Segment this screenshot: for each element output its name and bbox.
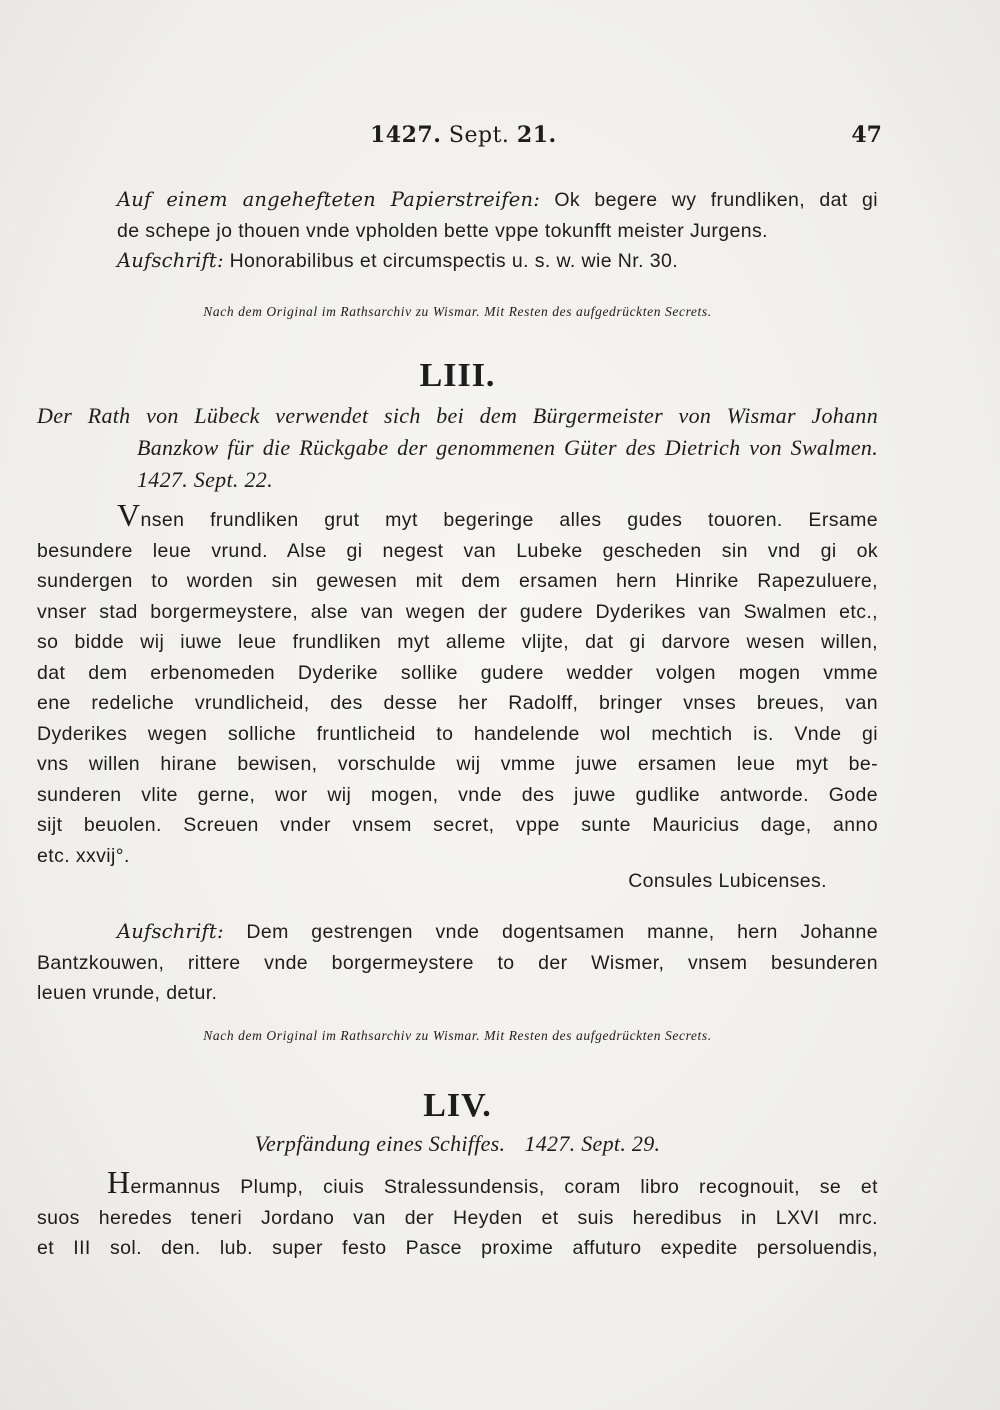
regest-liv (37, 1128, 878, 1160)
body-line: vnser stad borgermeystere, alse van wegen der gudere Dyderikes van Swalmen etc., (37, 600, 878, 623)
address-line (37, 246, 878, 277)
address-liii-label: Aufschrift: (117, 920, 224, 943)
address-liii-line-1: Dem gestrengen vnde dogentsamen manne, hern Johanne (246, 921, 879, 943)
regest-liv-title: Verpfändung eines Schiffes. (254, 1131, 506, 1156)
address-text: Honorabilibus et circumspectis u. s. w. wie Nr. 30. (229, 250, 679, 272)
initial-v: V (117, 497, 141, 533)
previous-document-tail (37, 185, 878, 277)
source-note-1: Nach dem Original im Rathsarchiv zu Wismar. Mit Resten des aufgedrückten Secrets. (203, 304, 712, 319)
regest-liv-date: 1427. Sept. 29. (524, 1131, 661, 1156)
body-line: dat dem erbenomeden Dyderike sollike gudere wedder volgen mogen vmme (37, 661, 878, 684)
address-liii-line-3: leuen vrunde, detur. (37, 982, 218, 1004)
body-line: nsen frundliken grut myt begeringe alles gudes touoren. Ersame (140, 509, 878, 531)
body-line: sunderen vlite gerne, wor wij mogen, vnde des juwe gudlike antworde. Gode (37, 783, 878, 806)
regest-liii (37, 400, 878, 496)
body-line-last: etc. xxvij°. (37, 844, 130, 867)
body-line: vns willen hirane bewisen, vorschulde wij vmme juwe ersamen leue myt be- (37, 753, 878, 775)
document-number-liii: LIII. (419, 357, 496, 394)
body-line: ene redeliche vrundlicheid, des desse her Radolff, bringer vnses breues, van (37, 692, 878, 714)
source-note-2: Nach dem Original im Rathsarchiv zu Wismar. Mit Resten des aufgedrückten Secrets. (203, 1028, 712, 1043)
address-liii (37, 917, 878, 1009)
document-body-liii (37, 497, 878, 871)
document-number-liv: LIV. (423, 1087, 492, 1124)
signature: Consules Lubicenses. (628, 870, 827, 892)
running-header (0, 122, 1000, 152)
header-date: 1427. Sept. 21. (370, 122, 557, 148)
attached-slip-note (37, 185, 878, 246)
attached-slip-label: Auf einem angehefteten Papierstreifen: (117, 188, 541, 211)
body-line: et III sol. den. lub. super festo Pasce proxime affuturo expedite persoluendis, (37, 1237, 878, 1259)
document-body-liv (37, 1164, 878, 1264)
address-liii-line-2: Bantzkouwen, rittere vnde borgermeystere to der Wismer, vnsem besunderen (37, 951, 878, 974)
body-line: sundergen to worden sin gewesen mit dem ersamen hern Hinrike Rapezuluere, (37, 570, 878, 592)
body-line: sijt beuolen. Screuen vnder vnsem secret, vppe sunte Mauricius dage, anno (37, 814, 878, 836)
body-line: suos heredes teneri Jordano van der Heyden et suis heredibus in LXVI mrc. (37, 1206, 878, 1229)
regest-liii-line-1: Der Rath von Lübeck verwendet sich bei dem Bürgermeister von Wismar Johann (37, 403, 878, 428)
page-number: 47 (851, 122, 882, 148)
initial-h: H (107, 1164, 131, 1200)
attached-slip-text-2: de schepe jo thouen vnde vpholden bette vppe tokunfft meister Jurgens. (117, 219, 768, 242)
body-line: Dyderikes wegen solliche fruntlicheid to handelende wol mechtich is. Vnde gi (37, 722, 878, 745)
address-label: Aufschrift: (117, 249, 224, 272)
body-line: so bidde wij iuwe leue frundliken myt alleme vlijte, dat gi darvore wesen willen, (37, 631, 878, 653)
body-line: besundere leue vrund. Alse gi negest van Lubeke gescheden sin vnd gi ok (37, 539, 878, 562)
regest-liii-line-2: Banzkow für die Rückgabe der genommenen Güter des Dietrich von Swalmen. (137, 435, 878, 460)
regest-liii-date: 1427. Sept. 22. (137, 467, 273, 492)
body-line: ermannus Plump, ciuis Stralessundensis, coram libro recognouit, se et (130, 1176, 878, 1198)
attached-slip-text-1: Ok begere wy frundliken, dat gi (554, 189, 878, 211)
